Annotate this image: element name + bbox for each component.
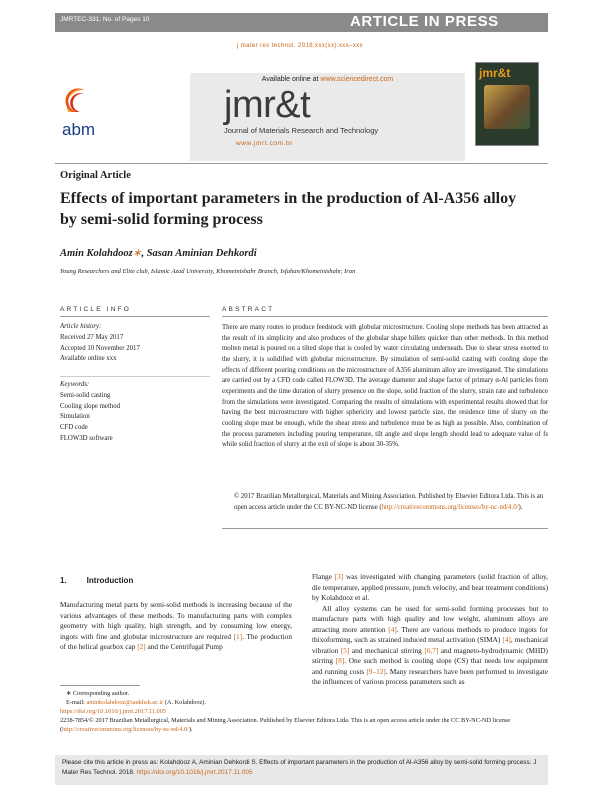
article-type: Original Article: [60, 170, 131, 181]
journal-cover-image: [475, 62, 539, 146]
keywords: Keywords: Semi-solid casting Cooling slope method Simulation CFD code FLOW3D software: [60, 380, 120, 445]
cover-photo: [484, 85, 530, 129]
intro-column-2: [312, 572, 548, 688]
corresponding-mark[interactable]: ∗: [132, 248, 142, 259]
author-2: Sasan Aminian Dehkordi: [146, 248, 257, 259]
copyright-notice: © 2017 Brazilian Metallurgical, Materials and Mining Association. Published by Elsevier Editora Ltda. This is an open access article under the CC BY-NC-ND license (http://creativecommons.org/licenses/by-nc-nd/4.0/).: [234, 493, 544, 511]
abm-wordmark: abm: [62, 120, 96, 139]
history-accepted: Accepted 10 November 2017: [60, 344, 140, 352]
article-code: JMRTEC-331; No. of Pages 10: [60, 16, 150, 23]
article-info-heading: ARTICLE INFO: [60, 306, 132, 313]
license-link[interactable]: http://creativecommons.org/licenses/by-nc-nd/4.0/: [381, 503, 519, 511]
email-note: E-mail: aminkolahdooz@iaukhsh.ac.ir (A. Kolahdooz).: [66, 699, 206, 706]
article-history: Article history: Received 27 May 2017 Accepted 10 November 2017 Available online xxx: [60, 322, 140, 365]
reference-link[interactable]: [3]: [334, 572, 344, 581]
doi-link[interactable]: https://doi.org/10.1016/j.jmrt.2017.11.005: [60, 708, 167, 715]
abstract-rule: [222, 316, 548, 317]
journal-reference: j mater res technol. 2018;xxx(xx):xxx–xxx: [236, 43, 364, 49]
reference-link[interactable]: [4]: [502, 635, 511, 644]
keywords-rule: [60, 376, 210, 377]
reference-link[interactable]: [2]: [137, 642, 146, 651]
article-title: Effects of important parameters in the production of Al-A356 alloy by semi-solid forming process: [60, 190, 517, 228]
article-in-press-label: ARTICLE IN PRESS: [350, 13, 499, 30]
cover-title: jmr&t: [479, 66, 511, 80]
license-link[interactable]: http://creativecommons.org/licenses/by-nc-nd/4.0/: [62, 726, 189, 733]
footnote-rule: [60, 685, 140, 686]
available-online: Available online at www.sciencedirect.com: [261, 76, 394, 83]
reference-link[interactable]: [8]: [335, 656, 345, 665]
reference-link[interactable]: [5]: [340, 645, 350, 655]
abstract-end-rule: [222, 528, 548, 529]
history-online: Available online xxx: [60, 355, 117, 363]
history-received: Received 27 May 2017: [60, 333, 124, 341]
journal-logo: jmr&t: [224, 84, 311, 126]
author-list: Amin Kolahdooz∗, Sasan Aminian Dehkordi: [60, 248, 257, 259]
citation-text: Please cite this article in press as: Kolahdooz A, Aminian Dehkordi S. Effects of important parameters in the production of Al-A356 alloy by semi-solid forming process. J Mater Res Technol. 2018. https://doi.org/10.1016/j.jmrt.2017.11.005: [62, 759, 537, 776]
keyword: Simulation: [60, 413, 90, 421]
keyword: CFD code: [60, 424, 88, 432]
paragraph: Flange [3] was investigated with changing parameters (solid fraction of alloy, die temperature, applied pressure, punch velocity, and heat treatment conditions) by Kolahdooz et al.: [312, 572, 548, 602]
abstract-text: There are many routes to produce feedstock with globular microstructure. Cooling slope methods has been attracted as the result of its simplicity and also produces of the globular shape billets quicker than other methods. In this method molten metal is poured on a tilted slope that is cooled by water circulating underneath. Due to shear stress exerted to the slurry, it is solidified with globular microstructure. By simulation of semi-solid casting with cooling slope the effects of different pouring conditions on the microstructure of A356 aluminum alloy are investigated. The simulations are carried out by a CFD code called FLOW3D. The average diameter and shape factor of primary α-Al particles from experiments and the time duration of slurry presence on the slope, solid fraction of the slurry, strain rate and turbulence from the simulations were investigated. Comparing the results of simulations with experimental results showed that for having the best microstructure with higher sphericity and lowest particle size, the residence time of slurry on the cooling slope must be enough, while the shear stress and turbulence must be as high as possible. Also, combination of the process parameters including pouring temperature, tilt angle and slope length should lead to adequate value of fs while solid fraction of slurry at the exit of slope is about 30-35%.: [222, 324, 548, 449]
reference-link[interactable]: [9–12]: [366, 666, 386, 676]
reference-link[interactable]: [6,7]: [424, 645, 439, 655]
reference-link[interactable]: [4]: [388, 624, 397, 634]
intro-column-1: Manufacturing metal parts by semi-solid methods is increasing because of the various advantages of these methods. To manufacturing parts with complex geometry with high quality, high strength, and by consuming low energy, ingots with fine and globular microstructure are required [1]. The production of the helical gearbox cap [2] and the Centrifugal Pump: [60, 600, 292, 651]
journal-full-name: Journal of Materials Research and Technology: [224, 126, 379, 135]
article-info-rule: [60, 316, 210, 317]
keyword: Cooling slope method: [60, 402, 121, 410]
journal-url[interactable]: www.jmrt.com.br: [236, 140, 294, 147]
keyword: Semi-solid casting: [60, 391, 111, 399]
affiliation: Young Researchers and Elite club, Islamic Azad University, Khomeinishahr Branch, Isfahan/Khomeinishahr, Iran: [60, 268, 356, 275]
citation-doi-link[interactable]: https://doi.org/10.1016/j.jmrt.2017.11.005: [136, 768, 253, 776]
section-heading: 1. Introduction: [60, 576, 134, 585]
paragraph: All alloy systems can be used for semi-solid forming processes but to manufacture parts with high quality and low weight, aluminum alloys are attracting more attention [4]. There are various methods to produce ingots for thixoforming, such as strained induced metal activation (SIMA) [4], mechanical vibration [5] and mechanical stirring [6,7] and magneto-hydrodynamic (MHD) stirring [8]. One such method is cooling slope (CS) that needs low equipment and running costs [9–12]. Many researchers have been performed to investigate the influences of various process parameters such as: [312, 603, 549, 686]
keyword: FLOW3D software: [60, 434, 113, 442]
header-divider: [55, 163, 548, 164]
author-1: Amin Kolahdooz: [60, 248, 133, 259]
corresponding-author-note: ∗ Corresponding author.: [66, 690, 130, 697]
abstract-heading: ABSTRACT: [222, 306, 275, 313]
email-link[interactable]: aminkolahdooz@iaukhsh.ac.ir: [86, 699, 164, 706]
reference-link[interactable]: [1]: [233, 631, 243, 641]
sciencedirect-link[interactable]: www.sciencedirect.com: [320, 76, 394, 83]
issn-note: 2238-7854/© 2017 Brazilian Metallurgical, Materials and Mining Association. Published by Elsevier Editora Ltda. This is an open access article under the CC BY-NC-ND license (http://creativecommons.org/licenses/by-nc-nd/4.0/).: [60, 717, 511, 733]
footnotes: [60, 689, 548, 734]
